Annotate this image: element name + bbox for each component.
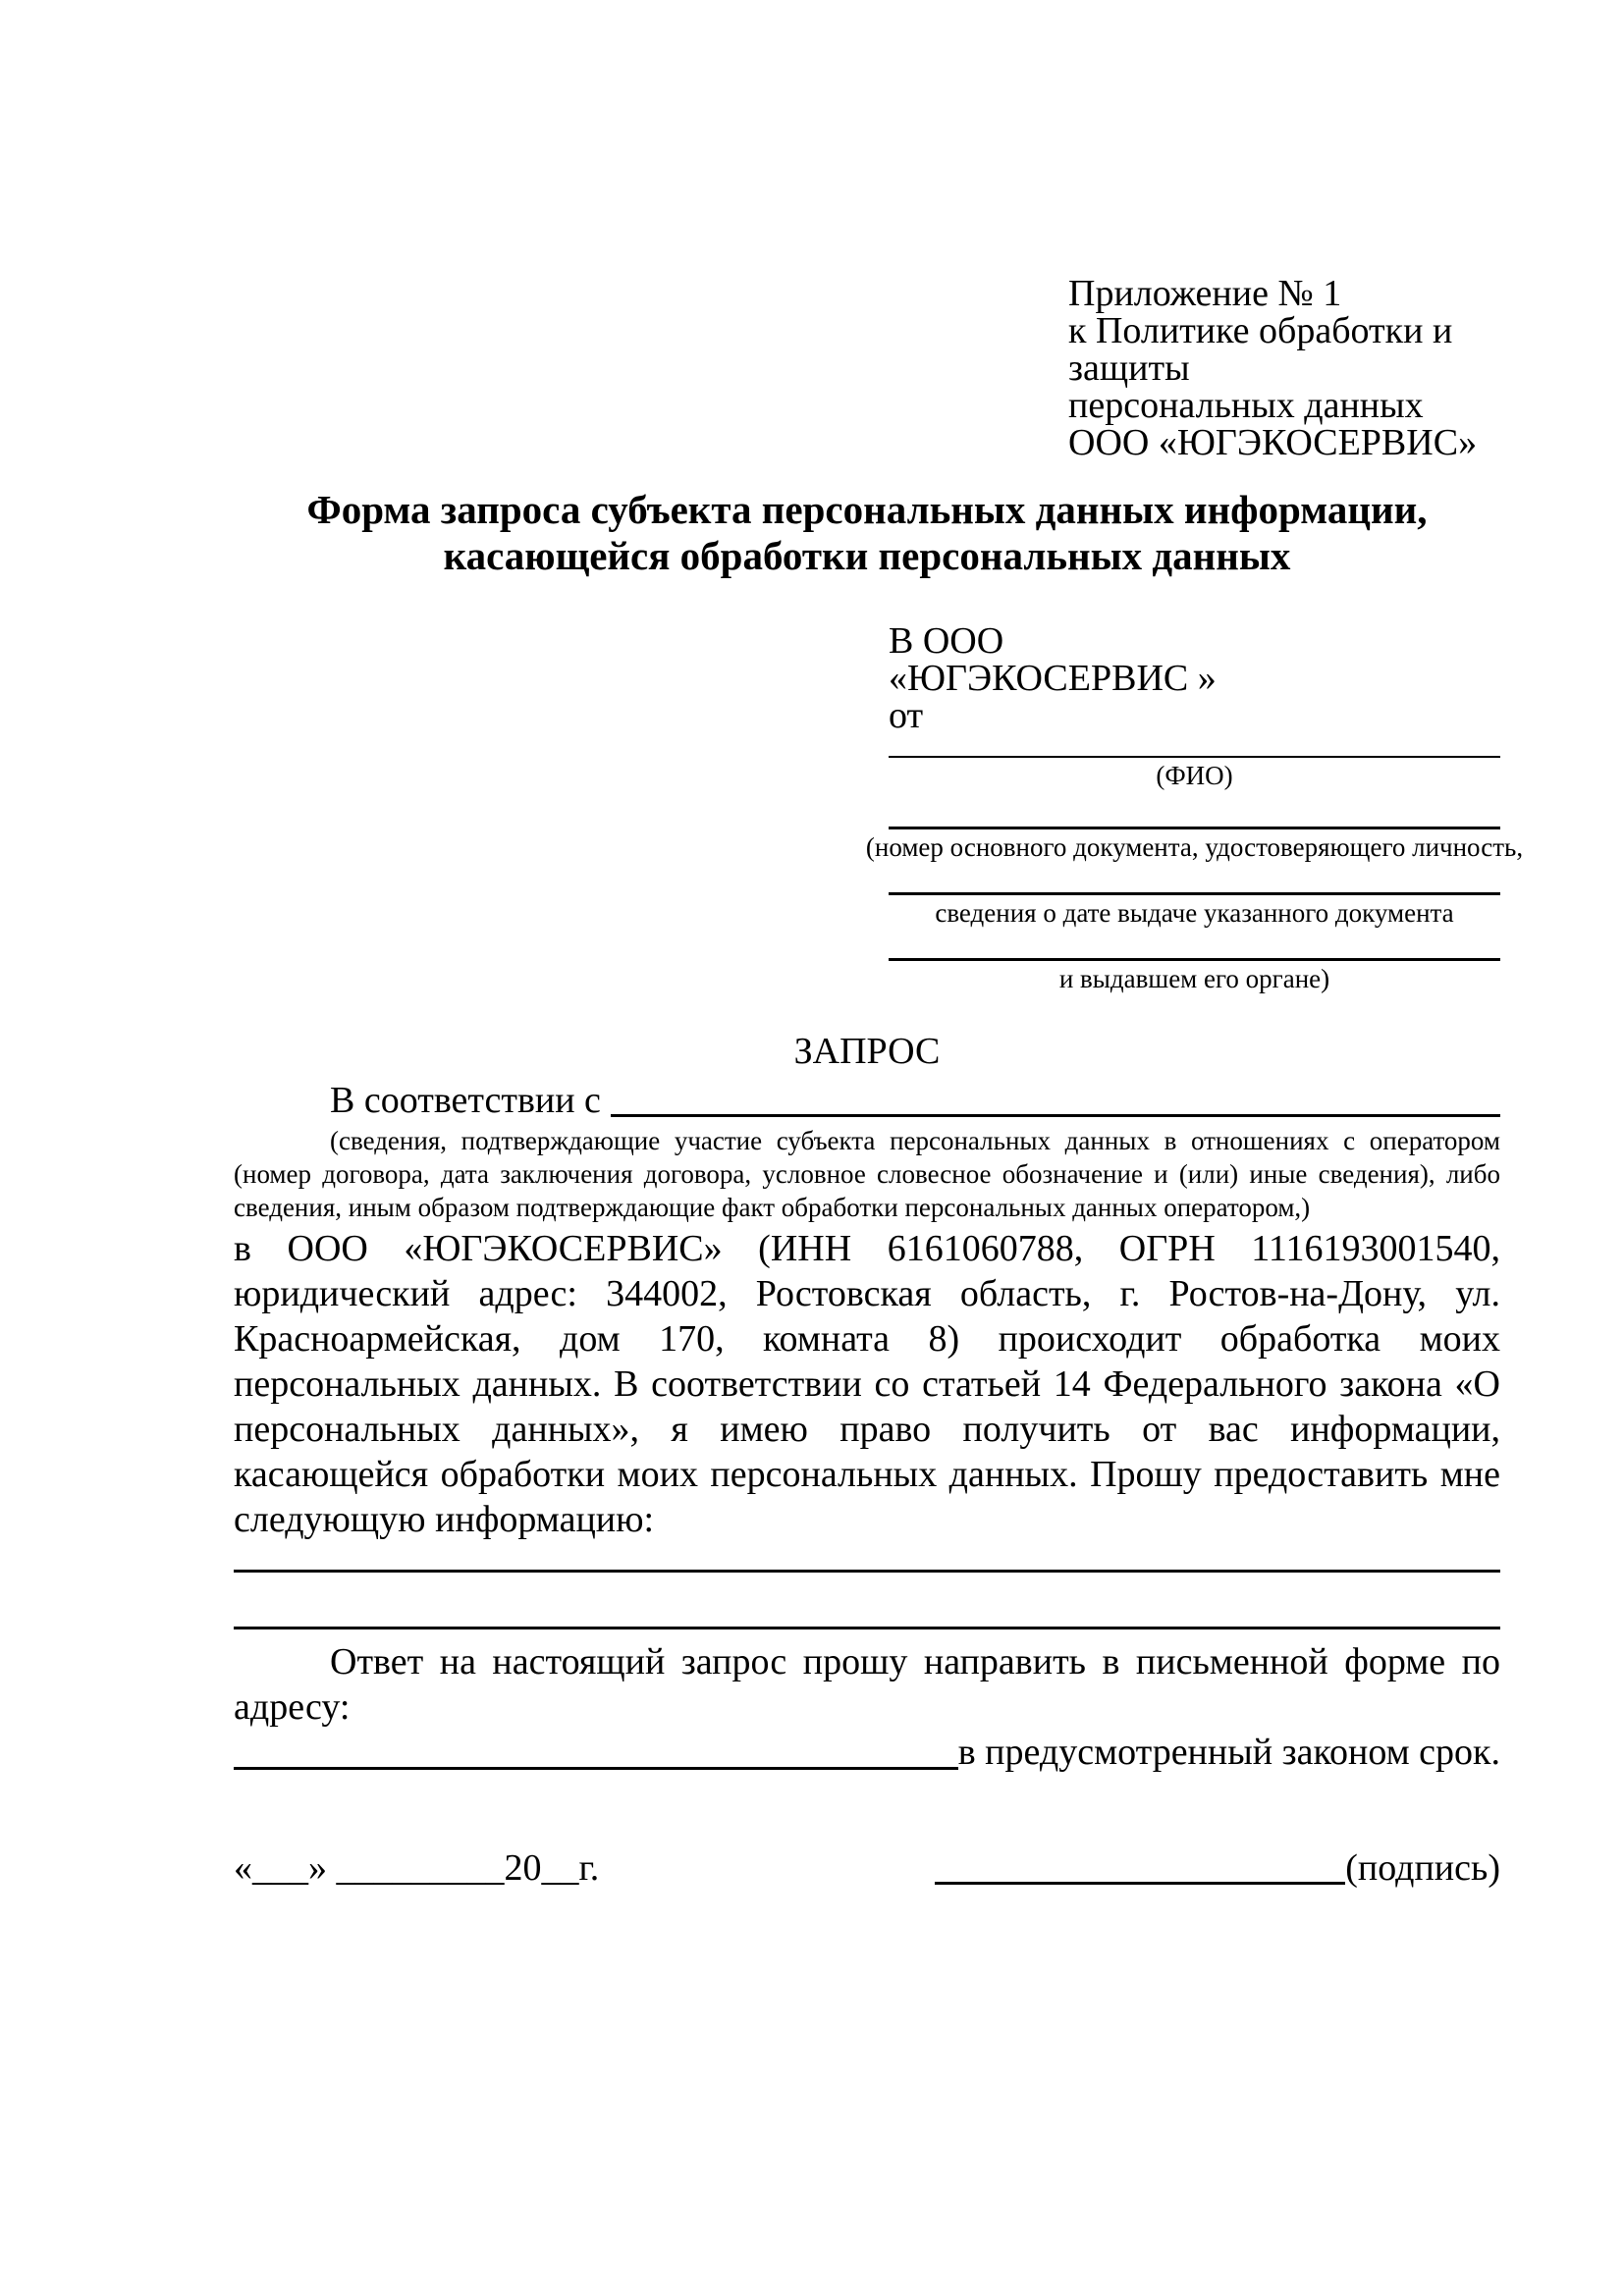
- reply-address-sentence: Ответ на настоящий запрос прошу направить в письменной форме по адресу:: [234, 1641, 1500, 1728]
- information-blank-line-2: [234, 1627, 1500, 1629]
- issuing-authority-caption: и выдавшем его органе): [1058, 964, 1330, 993]
- reply-address-blank-line: [234, 1767, 958, 1770]
- basis-caption: (сведения, подтверждающие участие субъекта персональных данных в отношениях с оператором (номер договора, дата заключения договора, условное словесное обозначение и (или) иные сведения), либо сведения, иным образом подтверждающие факт обработки персональных данных оператором,): [234, 1126, 1500, 1222]
- basis-prefix: В соответствии с: [330, 1080, 601, 1121]
- document-title: [234, 487, 1500, 579]
- reply-address-line: [234, 1730, 1500, 1775]
- date-template: «___» _________20__г.: [234, 1847, 600, 1889]
- request-body-paragraph: в ООО «ЮГЭКОСЕРВИС» (ИНН 6161060788, ОГРН 1116193001540, юридический адрес: 344002, Ростовская область, г. Ростов-на-Дону, ул. Красноармейская, дом 170, комната 8) происходит обработка моих персональных данных. В соответствии со статьей 14 Федерального закона «О персональных данных», я имею право получить от вас информации, касающейся обработки моих персональных данных. Прошу предоставить мне следующую информацию:: [234, 1228, 1500, 1540]
- document-title-line2: касающейся обработки персональных данных: [443, 533, 1291, 578]
- reply-deadline-text: в предусмотренный законом срок.: [957, 1732, 1500, 1773]
- request-heading: ЗАПРОС: [793, 1031, 941, 1072]
- information-blank-line-1: [234, 1570, 1500, 1573]
- appendix-note-line: к Политике обработки и защиты: [1068, 310, 1453, 389]
- addressee-block: [865, 620, 1524, 994]
- signature-caption: (подпись): [1345, 1847, 1500, 1889]
- addressee-from-label: от: [889, 695, 924, 736]
- addressee-org-line2: «ЮГЭКОСЕРВИС »: [889, 658, 1217, 699]
- signature-row: [234, 1845, 1500, 1891]
- fio-caption: (ФИО): [1156, 761, 1233, 790]
- appendix-note-line: персональных данных: [1068, 385, 1424, 426]
- issue-date-caption: сведения о дате выдаче указанного документа: [935, 898, 1454, 928]
- appendix-note-line: ООО «ЮГЭКОСЕРВИС»: [1068, 422, 1478, 463]
- signature-blank-line: [935, 1882, 1345, 1885]
- appendix-note-line: Приложение № 1: [1068, 273, 1342, 314]
- document-title-line1: Форма запроса субъекта персональных данных информации,: [306, 487, 1428, 532]
- issuing-authority-blank-line: [889, 958, 1500, 961]
- fio-blank-line: [889, 756, 1500, 758]
- basis-blank-line: [611, 1114, 1500, 1117]
- basis-line: [234, 1079, 1500, 1122]
- document-number-blank-line: [889, 827, 1500, 829]
- issue-date-blank-line: [889, 892, 1500, 895]
- signature-area: [935, 1845, 1500, 1891]
- appendix-note: [1068, 275, 1500, 461]
- addressee-org-line1: В ООО: [889, 620, 1004, 662]
- document-number-caption: (номер основного документа, удостоверяющего личность,: [865, 832, 1524, 862]
